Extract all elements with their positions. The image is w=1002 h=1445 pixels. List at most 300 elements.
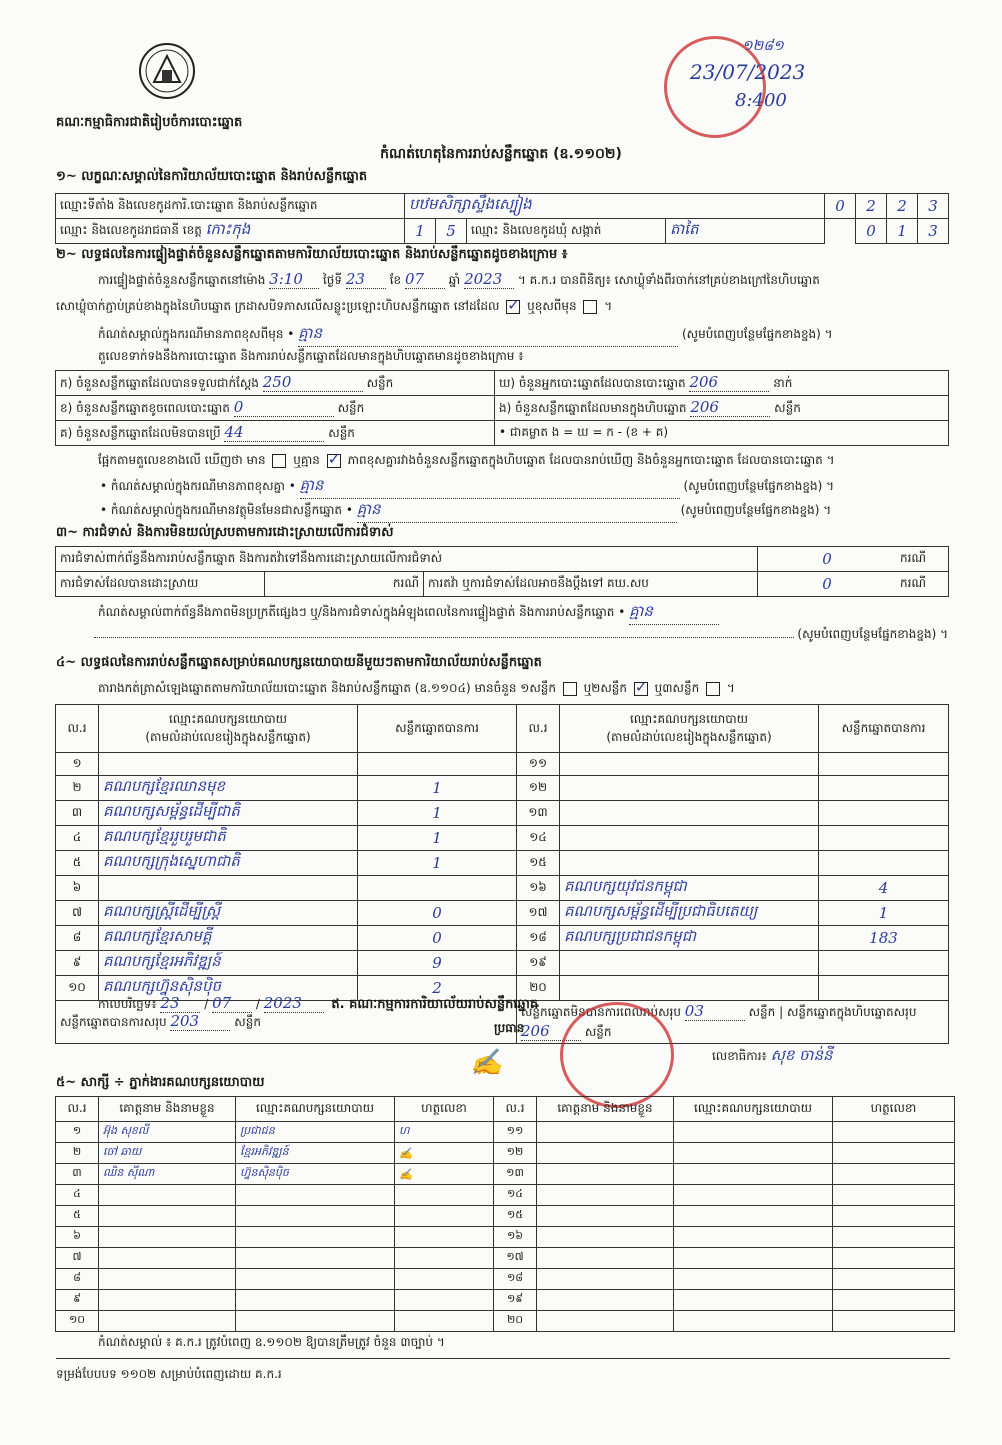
party-name: គណបក្សហ្វ៊ុនស៊ិនប៉ិច (99, 976, 358, 1001)
location-code-digit: 0 (825, 194, 856, 219)
verify-month: 07 (405, 270, 445, 289)
col-party-sub: (តាមលំដាប់លេខរៀងក្នុងសន្លឹកឆ្នោត) (145, 729, 311, 744)
bullet-line-1 (100, 476, 948, 499)
witness-party (674, 1248, 833, 1269)
witness-name (99, 1290, 236, 1311)
row-number: ១១ (494, 1122, 537, 1143)
row-number: ៨ (56, 1269, 99, 1290)
row-number: ១១ (517, 753, 560, 776)
different-checkbox[interactable] (583, 300, 597, 314)
appeal-unit: ករណី (896, 572, 949, 597)
figure-unit: សន្លឹក (366, 376, 394, 390)
objection-value: 0 (758, 547, 897, 572)
row-number: ២០ (494, 1311, 537, 1332)
chair-signature: ✍ (470, 1048, 503, 1078)
date-year: 2023 (264, 994, 324, 1013)
party-name (560, 776, 819, 801)
witness-party (236, 1185, 395, 1206)
fill-more-note: (សូមបំពេញបន្ថែមផ្នែកខាងខ្នង) ។ (682, 327, 833, 341)
table-row (56, 1185, 955, 1206)
row-number: ៦ (56, 876, 99, 901)
party-name: គណបក្សខ្មែរឈានមុខ (99, 776, 358, 801)
party-name (560, 753, 819, 776)
valid-votes: 1 (358, 801, 517, 826)
bullet-label: • កំណត់សម្គាល់ក្នុងករណីមានវត្ថុមិនមែនជាសន្លឹកឆ្នោត • (100, 503, 353, 517)
row-number: ១៥ (494, 1206, 537, 1227)
party-name: គណបក្សសម្ព័ន្ធដើម្បីប្រជាធិបតេយ្យ (560, 901, 819, 926)
witness-party (674, 1311, 833, 1332)
verify-month-label: ខែ (389, 273, 402, 287)
row-number: ៦ (56, 1227, 99, 1248)
row-number: ៩ (56, 951, 99, 976)
party-name (560, 851, 819, 876)
official-stamp-bottom (560, 1002, 674, 1108)
row-number: ១២ (517, 776, 560, 801)
witness-name (537, 1185, 674, 1206)
witness-name (99, 1269, 236, 1290)
row-number: ២០ (517, 976, 560, 1001)
sum-label: សន្លឹកឆ្នោតក្នុងហិបឆ្នោតសរុប (786, 1005, 917, 1019)
witness-signature: ✍ (395, 1164, 494, 1185)
location-code-digit: 2 (887, 194, 918, 219)
valid-votes (358, 753, 517, 776)
table-row (56, 876, 949, 901)
party-name: គណបក្សខ្មែរអភិវឌ្ឍន៍ (99, 951, 358, 976)
witness-party (674, 1269, 833, 1290)
difference-line (98, 452, 948, 470)
row-number: ៧ (56, 901, 99, 926)
secretary-signature: សុខ ចាន់នី (770, 1046, 833, 1064)
row-number: ១៤ (517, 826, 560, 851)
province-value: កោះកុង (205, 220, 251, 238)
sum-unit: សន្លឹក (234, 1015, 261, 1029)
table-row (56, 1143, 955, 1164)
row-number: ៨ (56, 926, 99, 951)
party-name (560, 951, 819, 976)
witness-name (537, 1164, 674, 1185)
sum-label: សន្លឹកឆ្នោតបានការសរុប (60, 1015, 167, 1029)
two-sheet-label: ឬ២សន្លឹក (583, 681, 628, 695)
row-number: ១៣ (517, 801, 560, 826)
valid-votes: 1 (819, 901, 949, 926)
witness-header (56, 1097, 955, 1122)
appeal-label: ការតវ៉ា ឬការជំទាស់ដែលអាចនឹងប្តឹងទៅ គឃ.សប (424, 572, 758, 597)
valid-votes: 2 (358, 976, 517, 1001)
figure-value: 0 (234, 398, 334, 417)
section1-heading: ១~ លក្ខណៈសម្គាល់នៃការិយាល័យបោះឆ្នោត និងរាប់សន្លឹកឆ្នោត (56, 169, 368, 184)
row-number: ១៦ (517, 876, 560, 901)
witness-signature (833, 1185, 955, 1206)
commune-code-digit: 0 (856, 219, 887, 244)
table-row (56, 851, 949, 876)
row-number: ៤ (56, 1185, 99, 1206)
commune-code-digit: 3 (918, 219, 949, 244)
figure-value: 44 (224, 423, 324, 442)
sum-unit: សន្លឹក (748, 1005, 776, 1019)
resolved-unit: ករណី (265, 572, 424, 597)
form-footer: ទម្រង់បែបបទ ១១០២ សម្រាប់បំពេញដោយ គ.ក.រ (56, 1367, 282, 1381)
section5-heading: ៥~ សាក្សី ÷ ភ្នាក់ងារគណបក្សនយោបាយ (56, 1075, 265, 1090)
valid-votes: 0 (358, 926, 517, 951)
col-votes: សន្លឹកឆ្នោតបានការ (819, 705, 949, 753)
witness-party (674, 1290, 833, 1311)
witness-name (537, 1290, 674, 1311)
verify-time-label: ការផ្ទៀងផ្ទាត់ចំនួនសន្លឹកឆ្នោតនៅម៉ោង (98, 273, 266, 287)
difference-note-label: កំណត់សម្គាល់ក្នុងករណីមានភាពខុសពីមុន • (98, 327, 295, 341)
province-code-digit: 5 (436, 219, 467, 244)
witness-party (674, 1122, 833, 1143)
committee-label: ឥ. គណៈកម្មការការិយាល័យរាប់សន្លឹកឆ្នោត (331, 997, 539, 1012)
figure-unit: សន្លឹក (337, 401, 365, 415)
row-number: ១ (56, 753, 99, 776)
footer-note: កំណត់សម្គាល់ ៖ គ.ក.រ ត្រូវបំពេញ ឧ.១១០២ ឱ្យបានត្រឹមត្រូវ ចំនួន ៣ច្បាប់ ។ (98, 1335, 445, 1349)
location-value: បឋមសិក្សាស្ទឹងស្បៀង (405, 194, 825, 219)
sum-value: 206 (521, 1022, 581, 1041)
party-name: គណបក្សក្រុងស្នេហាជាតិ (99, 851, 358, 876)
figure-unit: សន្លឹក (774, 401, 801, 415)
row-number: ១៨ (517, 926, 560, 951)
figure-label: ក) ចំនួនសន្លឹកឆ្នោតដែលបានទទួលជាក់ស្តែង (60, 376, 259, 390)
objection-label: ការជំទាស់ពាក់ព័ន្ធនឹងការរាប់សន្លឹកឆ្នោត និងការតវ៉ាទៅនឹងការដោះស្រាយលើការជំទាស់ (56, 547, 758, 572)
witness-party: ហ្វ៊ុនស៊ិនប៉ិច (236, 1164, 395, 1185)
section3-heading: ៣~ ការជំទាស់ និងការមិនយល់ស្របតាមការដោះស្រាយលើការជំទាស់ (56, 525, 394, 540)
col-signature: ហត្ថលេខា (395, 1097, 494, 1122)
bullet-value: គ្មាន (300, 476, 680, 499)
col-name: គោត្តនាម និងនាមខ្លួន (537, 1097, 674, 1122)
valid-votes (358, 876, 517, 901)
row-number: ១០ (56, 976, 99, 1001)
stamp-code: ១២៨១ (742, 38, 784, 54)
location-label: ឈ្មោះទីតាំង និងលេខកូដការិ.បោះឆ្នោត និងរាប់សន្លឹកឆ្នោត (56, 194, 405, 219)
valid-votes: 1 (358, 776, 517, 801)
valid-votes (819, 951, 949, 976)
verify-time: 3:10 (269, 270, 319, 289)
sum-label: សន្លឹកឆ្នោតមិនបានការពេលរាប់សរុប (521, 1005, 681, 1019)
witness-party (674, 1227, 833, 1248)
party-name (560, 801, 819, 826)
three-sheet-checkbox[interactable] (706, 682, 720, 696)
figure-label: ង) ចំនួនសន្លឹកឆ្នោតដែលមានក្នុងហិបឆ្នោត (499, 401, 687, 415)
valid-votes: 9 (358, 951, 517, 976)
col-party-label: ឈ្មោះគណបក្សនយោបាយ (629, 711, 749, 726)
figures-intro: តួលេខទាក់ទងនឹងការបោះឆ្នោត និងការរាប់សន្លឹកឆ្នោតដែលមានក្នុងហិបឆ្នោតមានដូចខាងក្រោម ៖ (98, 349, 524, 363)
formula: • ជាគម្លាត ង = ឃ = ក - (ខ + គ) (499, 425, 669, 439)
date-month: 07 (212, 994, 252, 1013)
party-name: គណបក្សយុវជនកម្ពុជា (560, 876, 819, 901)
figure-row (56, 371, 949, 396)
witness-signature (395, 1269, 494, 1290)
figure-value: 250 (263, 373, 363, 392)
secretary-line: លេខាធិការ៖ សុខ ចាន់នី (712, 1046, 833, 1064)
table-row (56, 1164, 955, 1185)
valid-votes: 4 (819, 876, 949, 901)
table-row (56, 926, 949, 951)
bullet-label: • កំណត់សម្គាល់ក្នុងករណីមានភាពខុសគ្នា • (100, 479, 296, 493)
objection-row (56, 547, 949, 572)
col-party: ឈ្មោះគណបក្សនយោបាយ (674, 1097, 833, 1122)
fill-more-note: (សូមបំពេញបន្ថែមផ្នែកខាងខ្នង) ។ (683, 479, 835, 493)
verify-year: 2023 (464, 270, 514, 289)
col-no: ល.រ (56, 1097, 99, 1122)
has-difference-checkbox[interactable] (272, 454, 286, 468)
party-name: គណបក្សស្ត្រីដើម្បីស្ត្រី (99, 901, 358, 926)
row-number: ៧ (56, 1248, 99, 1269)
col-party-label: ឈ្មោះគណបក្សនយោបាយ (168, 711, 288, 726)
valid-votes (819, 826, 949, 851)
witness-name: អ៊ុង សុខលី (99, 1122, 236, 1143)
valid-votes: 0 (358, 901, 517, 926)
objection-unit: ករណី (896, 547, 949, 572)
row-number: ២ (56, 776, 99, 801)
col-signature: ហត្ថលេខា (833, 1097, 955, 1122)
witness-party (674, 1164, 833, 1185)
witness-name: ឈិន ស៊ីណា (99, 1164, 236, 1185)
party-name: គណបក្សសម្ព័ន្ធដើម្បីជាតិ (99, 801, 358, 826)
witness-name (99, 1248, 236, 1269)
section2-line2: សោឃ្លុំចាក់ភ្ជាប់គ្រប់ខាងក្នុងនៃហិបឆ្នោត ក្រដាសបិទភាសលើសន្លូះប្រឡោះហិបសន្លឹកឆ្នោត នៅដដែល ✓ ឬខុសពីមុន ។ (56, 298, 948, 316)
witness-signature (833, 1248, 955, 1269)
witness-signature (395, 1311, 494, 1332)
objection-note-line2 (56, 626, 948, 644)
row-number: ៤ (56, 826, 99, 851)
party-name: គណបក្សខ្មែរសាមគ្គី (99, 926, 358, 951)
table-row (56, 753, 949, 776)
witness-signature (833, 1122, 955, 1143)
figure-label: ខ) ចំនួនសន្លឹកឆ្នោតខូចពេលបោះឆ្នោត (60, 401, 230, 415)
witness-signature (833, 1164, 955, 1185)
difference-text: ភាពខុសគ្នារវាងចំនួនសន្លឹកឆ្នោតក្នុងហិបឆ្នោត ដែលបានរាប់ឃើញ និងចំនួនអ្នកបោះឆ្នោត ដែលបានបោះឆ្នោត ។ (347, 453, 835, 467)
date-day: 23 (160, 994, 200, 1013)
one-sheet-checkbox[interactable] (563, 682, 577, 696)
witness-signature (833, 1311, 955, 1332)
col-party (99, 705, 358, 753)
sum-value: 03 (685, 1002, 745, 1021)
row-number: ១៥ (517, 851, 560, 876)
two-sheet-checkbox[interactable] (634, 682, 648, 696)
seal-text: សោឃ្លុំចាក់ភ្ជាប់គ្រប់ខាងក្នុងនៃហិបឆ្នោត ក្រដាសបិទភាសលើសន្លូះប្រឡោះហិបសន្លឹកឆ្នោត នៅដដែល (56, 299, 500, 313)
different-label: ឬខុសពីមុន (527, 299, 577, 313)
col-votes: សន្លឹកឆ្នោតបានការ (358, 705, 517, 753)
col-party-sub: (តាមលំដាប់លេខរៀងក្នុងសន្លឹកឆ្នោត) (606, 729, 772, 744)
witness-signature (833, 1206, 955, 1227)
witness-signature: ហ (395, 1122, 494, 1143)
witness-party: ខ្មែរអភិវឌ្ឍន៍ (236, 1143, 395, 1164)
figure-row (56, 396, 949, 421)
table-row (56, 1122, 955, 1143)
three-sheet-label: ឬ៣សន្លឹក (654, 681, 700, 695)
section2-line3 (98, 324, 948, 347)
witness-signature (833, 1227, 955, 1248)
section2-heading: ២~ លទ្ធផលនៃការផ្ទៀងផ្ទាត់ចំនួនសន្លឹកឆ្នោតតាមការិយាល័យបោះឆ្នោត និងរាប់សន្លឹកឆ្នោតដូចខាងក្រោម ៖ (56, 247, 568, 262)
row-number: ១៤ (494, 1185, 537, 1206)
col-party: ឈ្មោះគណបក្សនយោបាយ (236, 1097, 395, 1122)
resolved-label: ការជំទាស់ដែលបានដោះស្រាយ (56, 572, 265, 597)
location-code-digit: 2 (856, 194, 887, 219)
objection-table (55, 546, 949, 597)
party-name: គណបក្សប្រជាជនកម្ពុជា (560, 926, 819, 951)
witness-signature: ✍ (395, 1143, 494, 1164)
witness-table (55, 1096, 955, 1332)
row-number: ១៣ (494, 1164, 537, 1185)
row-number: ១០ (56, 1311, 99, 1332)
difference-note: គ្មាន (298, 324, 678, 347)
witness-name (99, 1227, 236, 1248)
row-number: ១២ (494, 1143, 537, 1164)
section4-heading: ៤~ លទ្ធផលនៃការរាប់សន្លឹកឆ្នោតសម្រាប់គណបក្សនយោបាយនីមួយៗតាមការិយាល័យរាប់សន្លឹកឆ្នោត (56, 655, 542, 670)
verify-day-label: ថ្ងៃទី (323, 273, 343, 287)
figure-row (56, 421, 949, 446)
table-row (56, 1290, 955, 1311)
commune-code-digit: 1 (887, 219, 918, 244)
commune-value: តាតៃ (666, 219, 825, 244)
signing-date: កាលបរិច្ឆេទ៖ 23 / 07 / 2023 ឥ. គណៈកម្មការការិយាល័យរាប់សន្លឹកឆ្នោត (98, 994, 539, 1012)
witness-name (537, 1122, 674, 1143)
valid-votes: 1 (358, 826, 517, 851)
commune-label: ឈ្មោះ និងលេខកូដឃុំ សង្កាត់ (467, 219, 666, 244)
stamp-time: 8:400 (735, 90, 787, 111)
witness-party (674, 1143, 833, 1164)
bullet-line-2 (100, 500, 948, 523)
row-number: ១៩ (517, 951, 560, 976)
verify-day: 23 (346, 270, 386, 289)
province-row (56, 219, 405, 244)
objection-note-label: កំណត់សម្គាល់ពាក់ព័ន្ធនឹងភាពមិនប្រក្រតីផ្សេងៗ ឬ/និងការជំទាស់ក្នុងអំឡុងពេលនៃការផ្ទៀងផ្ទាត់ និងការរាប់សន្លឹកឆ្នោត • (98, 605, 626, 619)
party-name: គណបក្សខ្មែររួបរួមជាតិ (99, 826, 358, 851)
sum-value: 203 (170, 1012, 230, 1031)
table-row (56, 1206, 955, 1227)
figure-unit: នាក់ (773, 376, 793, 390)
footer-divider (56, 1358, 950, 1359)
witness-party: ប្រជាជន (236, 1122, 395, 1143)
results-table (55, 704, 949, 1044)
witness-signature (833, 1143, 955, 1164)
row-number: ១៨ (494, 1269, 537, 1290)
witness-name (537, 1143, 674, 1164)
party-name (560, 976, 819, 1001)
witness-signature (395, 1185, 494, 1206)
witness-name (99, 1206, 236, 1227)
valid-votes (819, 851, 949, 876)
verify-text: ។ គ.ក.រ បានពិនិត្យ៖ សោឃ្លុំទាំងពីរចាក់នៅគ្រប់ខាងក្រៅនៃហិបឆ្នោត (517, 273, 820, 287)
sum-unit: សន្លឹក (584, 1025, 612, 1039)
row-number: ១៩ (494, 1290, 537, 1311)
summary-invalid-total: សន្លឹកឆ្នោតមិនបានការពេលរាប់សរុប 03 សន្លឹក | សន្លឹកឆ្នោតក្នុងហិបឆ្នោតសរុប 206 សន្លឹក (517, 1001, 949, 1044)
witness-name (537, 1206, 674, 1227)
witness-party (236, 1290, 395, 1311)
location-code-digit: 3 (918, 194, 949, 219)
row-number: ១៦ (494, 1227, 537, 1248)
col-no: ល.រ (517, 705, 560, 753)
has-difference-label: ផ្អែកតាមតួលេខខាងលើ ឃើញថា មាន (98, 453, 266, 467)
party-name (99, 876, 358, 901)
province-code-digit: 1 (405, 219, 436, 244)
witness-party (674, 1185, 833, 1206)
witness-name: ចៅ ឆាយ (99, 1143, 236, 1164)
witness-name (537, 1227, 674, 1248)
same-checkbox[interactable] (506, 300, 520, 314)
witness-name (537, 1269, 674, 1290)
witness-party (236, 1311, 395, 1332)
stamp-date: 23/07/2023 (690, 60, 806, 84)
witness-party (236, 1227, 395, 1248)
figure-value: 206 (689, 373, 769, 392)
objection-note-value: គ្មាន (629, 602, 719, 625)
row-number: ១ (56, 1122, 99, 1143)
witness-party (674, 1206, 833, 1227)
tally-sheet-line: តារាងកត់ត្រាសំឡេងឆ្នោតតាមការិយាល័យបោះឆ្នោត និងរាប់សន្លឹកឆ្នោត (ឧ.១១០៤) មានចំនួន ១សន្លឹក ឬ២សន្លឹក ✓ ឬ៣សន្លឹក ។ (98, 680, 735, 698)
objection-note (98, 602, 948, 625)
col-no: ល.រ (56, 705, 99, 753)
valid-votes: 183 (819, 926, 949, 951)
witness-signature (395, 1206, 494, 1227)
witness-party (236, 1269, 395, 1290)
table-row (56, 826, 949, 851)
valid-votes (819, 776, 949, 801)
row-number: ១៧ (494, 1248, 537, 1269)
col-no: ល.រ (494, 1097, 537, 1122)
valid-votes (819, 801, 949, 826)
row-number: ៥ (56, 851, 99, 876)
party-name (99, 753, 358, 776)
verify-year-label: ឆ្នាំ (448, 273, 461, 287)
table-row (56, 776, 949, 801)
witness-party (236, 1248, 395, 1269)
witness-party (236, 1206, 395, 1227)
col-party (560, 705, 819, 753)
row-number: ២ (56, 1143, 99, 1164)
witness-name (537, 1248, 674, 1269)
fill-more-note: (សូមបំពេញបន្ថែមផ្នែកខាងខ្នង) ។ (797, 627, 948, 641)
col-name: គោត្តនាម និងនាមខ្លួន (99, 1097, 236, 1122)
party-name (560, 826, 819, 851)
appeal-value: 0 (758, 572, 897, 597)
results-header (56, 705, 949, 753)
figure-label: ឃ) ចំនួនអ្នកបោះឆ្នោតដែលបានបោះឆ្នោត (499, 376, 686, 390)
witness-name (99, 1185, 236, 1206)
tally-intro: តារាងកត់ត្រាសំឡេងឆ្នោតតាមការិយាល័យបោះឆ្នោត និងរាប់សន្លឹកឆ្នោត (ឧ.១១០៤) មានចំនួន ១សន្លឹក (98, 681, 556, 695)
figure-unit: សន្លឹក (328, 426, 355, 440)
fill-more-note: (សូមបំពេញបន្ថែមផ្នែកខាងខ្នង) ។ (680, 503, 832, 517)
row-number: ១៧ (517, 901, 560, 926)
valid-votes (819, 976, 949, 1001)
section2-line1 (98, 270, 948, 290)
row-number: ៣ (56, 1164, 99, 1185)
witness-signature (833, 1269, 955, 1290)
table-row (56, 1311, 955, 1332)
witness-signature (833, 1290, 955, 1311)
figures-table (55, 370, 949, 446)
figure-label: គ) ចំនួនសន្លឹកឆ្នោតដែលមិនបានប្រើ (60, 426, 221, 440)
witness-signature (395, 1248, 494, 1269)
no-difference-label: ឬគ្មាន (293, 453, 320, 467)
row-number: ៣ (56, 801, 99, 826)
table-row (56, 1269, 955, 1290)
org-name: គណៈកម្មាធិការជាតិរៀបចំការបោះឆ្នោត (56, 115, 243, 130)
table-row (56, 1227, 955, 1248)
figure-value: 206 (690, 398, 770, 417)
witness-signature (395, 1227, 494, 1248)
province-label: ឈ្មោះ និងលេខកូដរាជធានី ខេត្ត (60, 223, 202, 237)
witness-name (537, 1311, 674, 1332)
witness-signature (395, 1290, 494, 1311)
witness-name (99, 1311, 236, 1332)
bullet-value: គ្មាន (357, 500, 677, 523)
no-difference-checkbox[interactable] (327, 454, 341, 468)
row-number: ៩ (56, 1290, 99, 1311)
table-row (56, 951, 949, 976)
secretary-label: លេខាធិការ (712, 1049, 762, 1063)
section1-table (55, 193, 949, 244)
